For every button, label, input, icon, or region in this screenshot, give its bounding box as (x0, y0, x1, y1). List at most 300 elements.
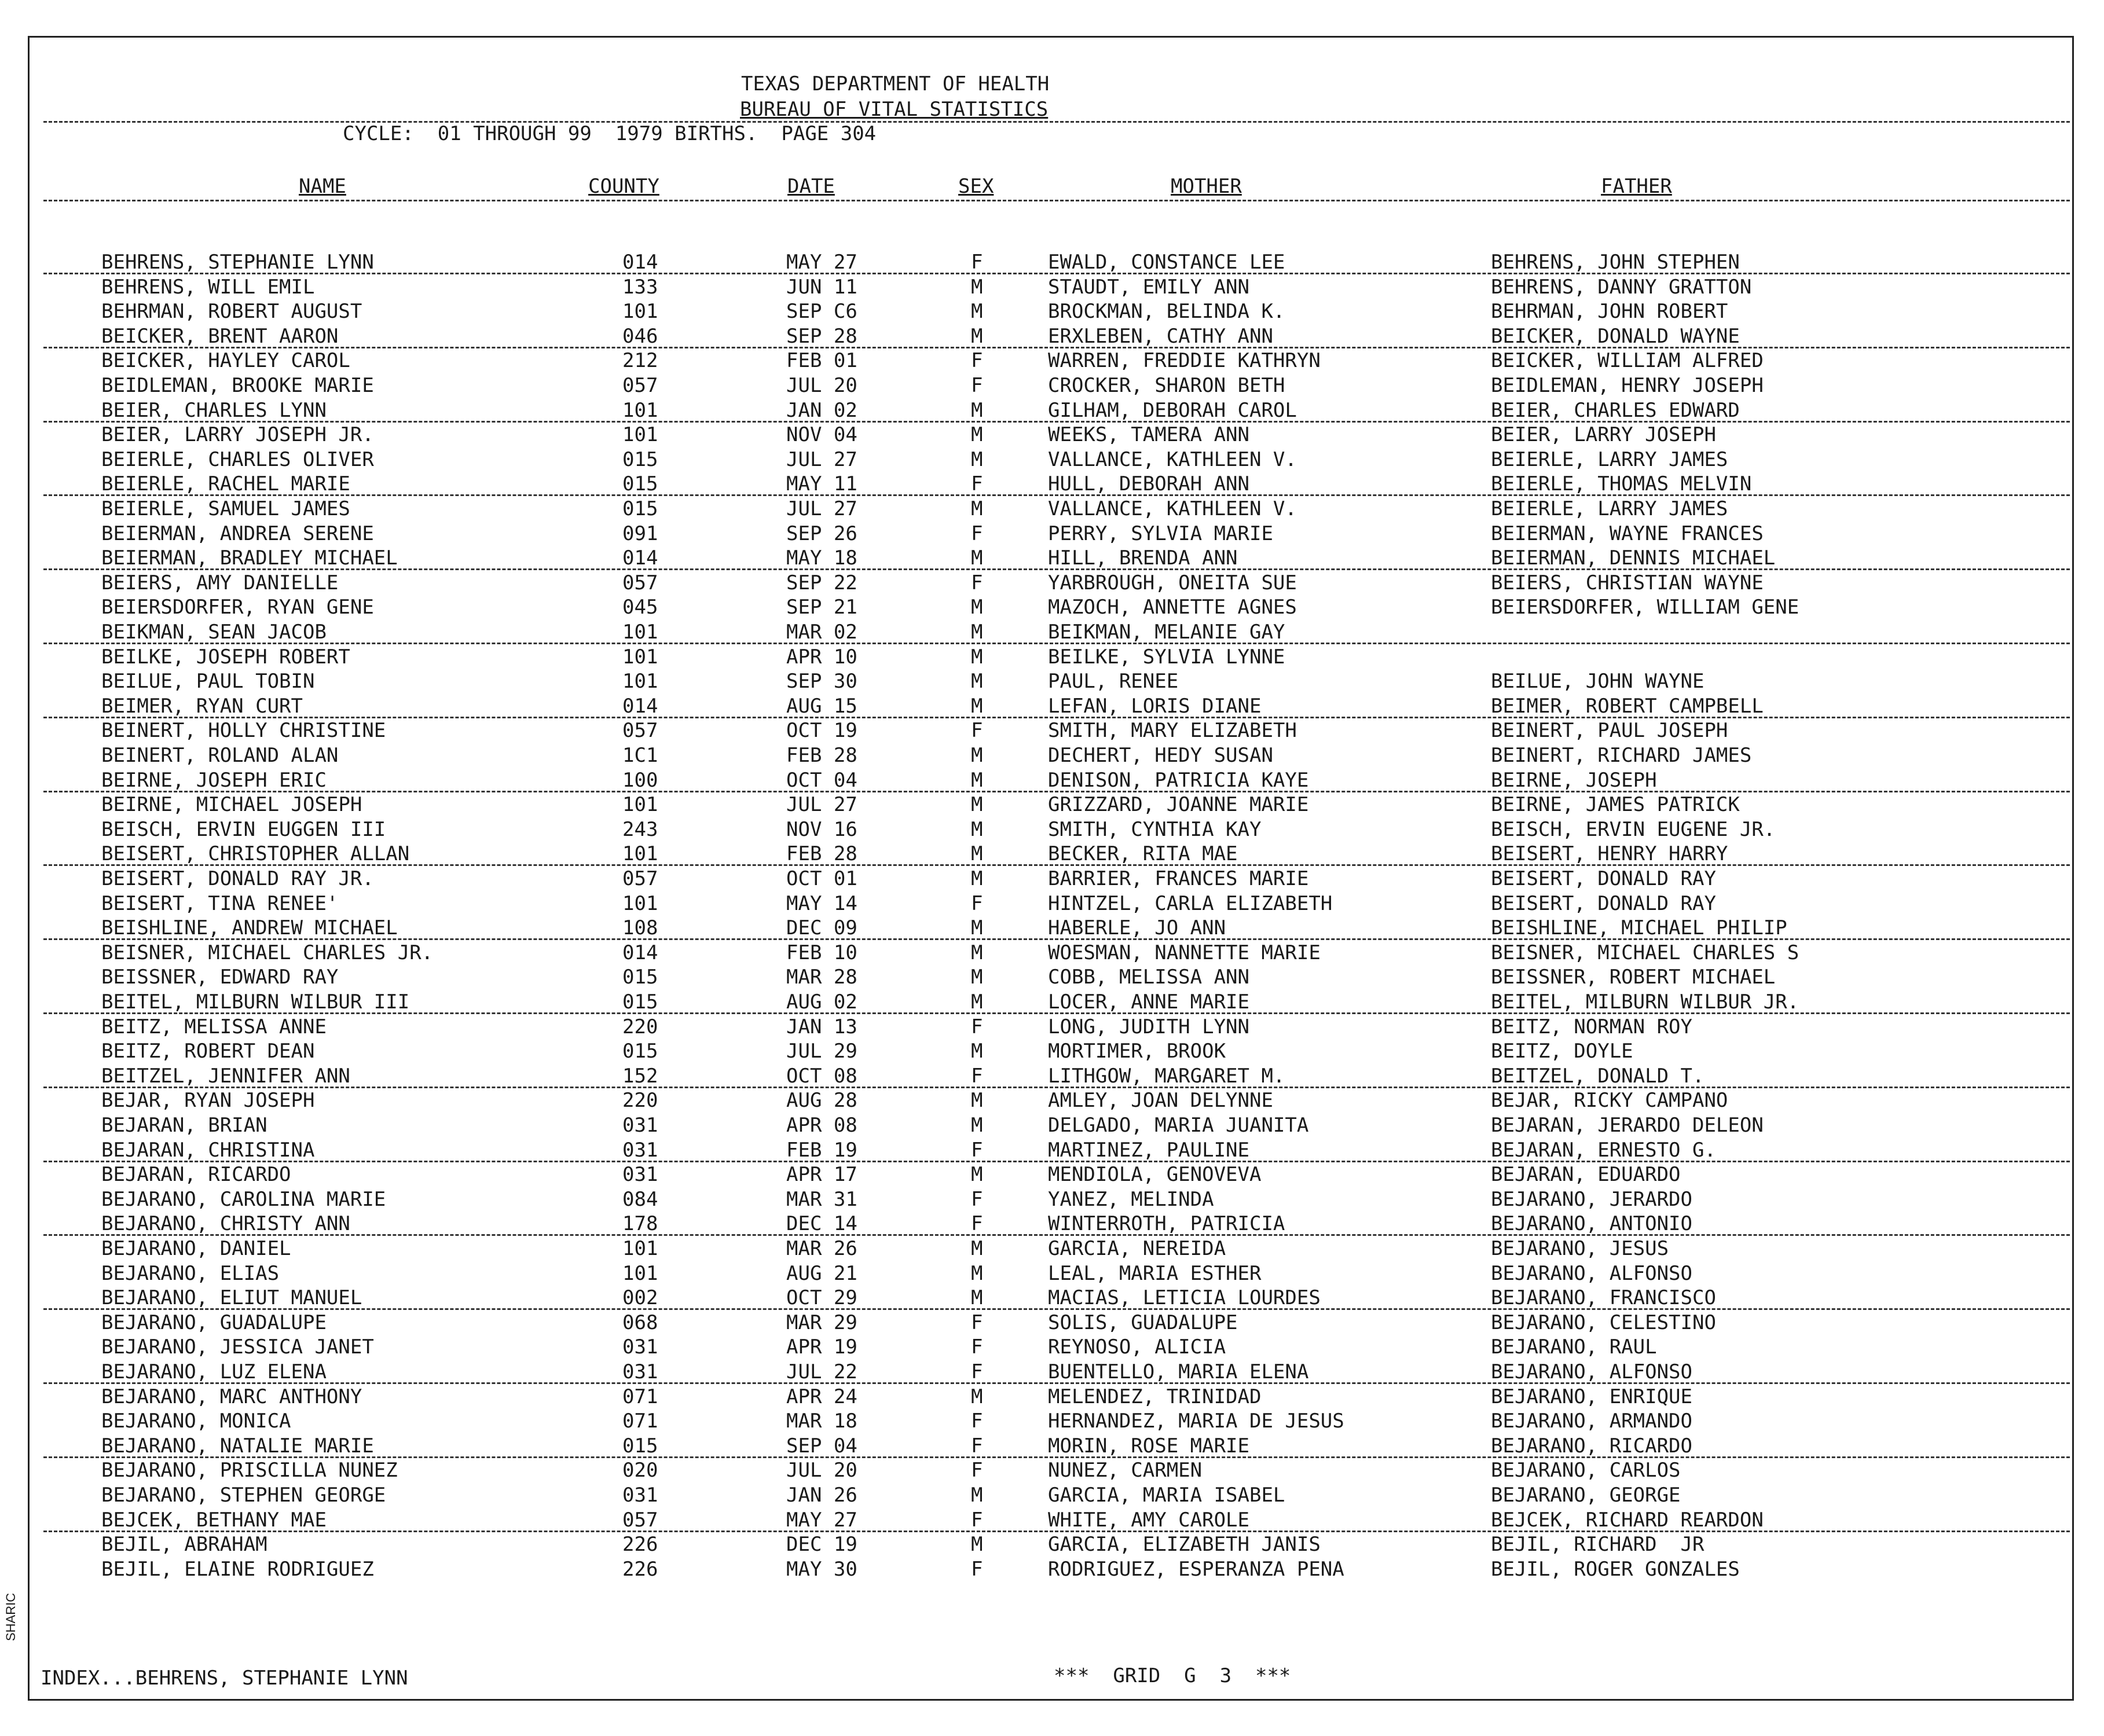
cell-date: MAR 02 (786, 621, 857, 644)
cell-father: BEHRENS, DANNY GRATTON (1491, 275, 1752, 299)
cell-sex: M (971, 768, 983, 792)
cell-county: 014 (622, 546, 658, 570)
cell-mother: YARBROUGH, ONEITA SUE (1048, 571, 1297, 594)
cell-date: MAY 18 (786, 546, 857, 570)
cell-county: 226 (622, 1557, 658, 1581)
cell-name: BEICKER, HAYLEY CAROL (101, 349, 350, 373)
cell-county: 101 (622, 645, 658, 669)
cell-date: MAR 26 (786, 1237, 857, 1260)
cell-county: 101 (622, 300, 658, 324)
cell-father: BEITEL, MILBURN WILBUR JR. (1491, 990, 1799, 1014)
cell-mother: BECKER, RITA MAE (1048, 842, 1238, 866)
cell-name: BEJARAN, CHRISTINA (101, 1138, 315, 1162)
cell-name: BEIERMAN, BRADLEY MICHAEL (101, 546, 398, 570)
cell-date: SEP 04 (786, 1434, 857, 1458)
cell-county: 243 (622, 817, 658, 841)
cell-sex: M (971, 398, 983, 422)
cell-name: BEISCH, ERVIN EUGGEN III (101, 817, 386, 841)
cell-date: SEP 30 (786, 670, 857, 693)
row-divider (43, 791, 2070, 792)
cell-sex: M (971, 941, 983, 964)
cell-name: BEIERLE, RACHEL MARIE (101, 472, 350, 496)
cell-sex: M (971, 1385, 983, 1408)
cell-mother: ERXLEBEN, CATHY ANN (1048, 324, 1273, 348)
cell-father: BEJARANO, CELESTINO (1491, 1311, 1716, 1334)
row-divider (43, 938, 2070, 940)
cell-father: BEITZEL, DONALD T. (1491, 1064, 1705, 1088)
cell-sex: F (971, 1410, 983, 1433)
cell-sex: F (971, 1360, 983, 1383)
cell-county: 101 (622, 1261, 658, 1285)
cell-mother: MORTIMER, BROOK (1048, 1040, 1226, 1063)
cell-name: BEJARANO, GUADALUPE (101, 1311, 327, 1334)
cell-date: DEC 19 (786, 1533, 857, 1557)
cell-father: BEJARANO, ENRIQUE (1491, 1385, 1692, 1408)
cell-father: BEIERS, CHRISTIAN WAYNE (1491, 571, 1764, 594)
cell-mother: MAZOCH, ANNETTE AGNES (1048, 596, 1297, 619)
cell-father: BEIER, CHARLES EDWARD (1491, 398, 1740, 422)
cell-name: BEJAR, RYAN JOSEPH (101, 1089, 315, 1113)
cell-county: 057 (622, 1508, 658, 1532)
cell-mother: MELENDEZ, TRINIDAD (1048, 1385, 1262, 1408)
cell-name: BEJARANO, STEPHEN GEORGE (101, 1484, 386, 1507)
cell-county: 015 (622, 990, 658, 1014)
row-divider (43, 1161, 2070, 1162)
cell-name: BEJARANO, CHRISTY ANN (101, 1212, 350, 1236)
cell-date: SEP 21 (786, 596, 857, 619)
cell-father: BEHRMAN, JOHN ROBERT (1491, 300, 1728, 324)
cell-mother: HINTZEL, CARLA ELIZABETH (1048, 891, 1333, 915)
cell-sex: M (971, 1163, 983, 1187)
cell-name: BEISSNER, EDWARD RAY (101, 966, 339, 989)
cell-date: FEB 19 (786, 1138, 857, 1162)
column-header-name: NAME (299, 175, 346, 198)
cell-sex: M (971, 966, 983, 989)
cell-mother: BUENTELLO, MARIA ELENA (1048, 1360, 1309, 1383)
cell-date: OCT 29 (786, 1286, 857, 1310)
column-header-date: DATE (787, 175, 835, 198)
cell-sex: M (971, 300, 983, 324)
cell-sex: F (971, 374, 983, 397)
cell-mother: SMITH, MARY ELIZABETH (1048, 719, 1297, 743)
cell-sex: F (971, 1459, 983, 1482)
cell-date: NOV 16 (786, 817, 857, 841)
row-divider (43, 1234, 2070, 1236)
cell-date: JUL 29 (786, 1040, 857, 1063)
cell-date: MAR 31 (786, 1187, 857, 1211)
cell-name: BEITZ, ROBERT DEAN (101, 1040, 315, 1063)
cell-father: BEISERT, DONALD RAY (1491, 867, 1716, 890)
row-divider (43, 494, 2070, 496)
cell-date: JUL 20 (786, 374, 857, 397)
cell-mother: CROCKER, SHARON BETH (1048, 374, 1285, 397)
cell-mother: HULL, DEBORAH ANN (1048, 472, 1249, 496)
cell-sex: M (971, 1114, 983, 1137)
cell-county: 057 (622, 719, 658, 743)
cell-father: BEINERT, PAUL JOSEPH (1491, 719, 1728, 743)
header-title: TEXAS DEPARTMENT OF HEALTH (741, 72, 1050, 96)
cell-sex: M (971, 744, 983, 767)
cell-county: 014 (622, 941, 658, 964)
cell-sex: F (971, 1557, 983, 1581)
cell-mother: AMLEY, JOAN DELYNNE (1048, 1089, 1273, 1113)
cell-sex: M (971, 842, 983, 866)
cell-father: BEILUE, JOHN WAYNE (1491, 670, 1705, 693)
cell-father: BEISHLINE, MICHAEL PHILIP (1491, 916, 1787, 940)
cell-name: BEIER, LARRY JOSEPH JR. (101, 423, 374, 447)
cell-date: DEC 14 (786, 1212, 857, 1236)
cell-mother: RODRIGUEZ, ESPERANZA PENA (1048, 1557, 1344, 1581)
cell-date: FEB 28 (786, 842, 857, 866)
cell-father: BEIER, LARRY JOSEPH (1491, 423, 1716, 447)
cell-father: BEJARAN, JERARDO DELEON (1491, 1114, 1764, 1137)
cell-mother: GARCIA, ELIZABETH JANIS (1048, 1533, 1321, 1557)
cell-date: OCT 01 (786, 867, 857, 890)
cell-mother: MACIAS, LETICIA LOURDES (1048, 1286, 1321, 1310)
cell-mother: LEAL, MARIA ESTHER (1048, 1261, 1262, 1285)
cell-name: BEIER, CHARLES LYNN (101, 398, 327, 422)
cell-father: BEJARANO, FRANCISCO (1491, 1286, 1716, 1310)
cell-father: BEJARANO, ALFONSO (1491, 1261, 1692, 1285)
cell-father: BEISERT, DONALD RAY (1491, 891, 1716, 915)
cell-name: BEINERT, HOLLY CHRISTINE (101, 719, 386, 743)
cell-date: JUL 22 (786, 1360, 857, 1383)
cell-sex: M (971, 645, 983, 669)
cell-county: 220 (622, 1089, 658, 1113)
cell-sex: M (971, 1237, 983, 1260)
cell-sex: M (971, 621, 983, 644)
cell-county: 015 (622, 966, 658, 989)
cell-name: BEITZ, MELISSA ANNE (101, 1015, 327, 1038)
cell-mother: SMITH, CYNTHIA KAY (1048, 817, 1262, 841)
cell-sex: M (971, 275, 983, 299)
cell-county: 071 (622, 1410, 658, 1433)
cell-mother: HILL, BRENDA ANN (1048, 546, 1238, 570)
row-divider (43, 1308, 2070, 1310)
row-divider (43, 1382, 2070, 1384)
cell-sex: M (971, 694, 983, 718)
cell-name: BEIERSDORFER, RYAN GENE (101, 596, 374, 619)
cell-mother: DECHERT, HEDY SUSAN (1048, 744, 1273, 767)
header-subtitle: BUREAU OF VITAL STATISTICS (740, 98, 1049, 121)
cell-name: BEHRENS, STEPHANIE LYNN (101, 251, 374, 274)
cell-father: BEIERLE, LARRY JAMES (1491, 447, 1728, 471)
cell-name: BEIKMAN, SEAN JACOB (101, 621, 327, 644)
cell-father: BEIERMAN, WAYNE FRANCES (1491, 522, 1764, 545)
cell-father: BEIERLE, LARRY JAMES (1491, 497, 1728, 520)
cell-name: BEJARANO, PRISCILLA NUNEZ (101, 1459, 398, 1482)
row-divider (43, 347, 2070, 348)
cell-county: 031 (622, 1163, 658, 1187)
column-header-mother: MOTHER (1171, 175, 1242, 198)
cell-sex: M (971, 596, 983, 619)
cell-father: BEIERMAN, DENNIS MICHAEL (1491, 546, 1776, 570)
cell-county: 108 (622, 916, 658, 940)
cell-father: BEIERLE, THOMAS MELVIN (1491, 472, 1752, 496)
cell-name: BEJARANO, CAROLINA MARIE (101, 1187, 386, 1211)
cell-father: BEIRNE, JOSEPH (1491, 768, 1657, 792)
cell-county: 101 (622, 670, 658, 693)
cell-name: BEJARANO, LUZ ELENA (101, 1360, 327, 1383)
column-header-father: FATHER (1601, 175, 1672, 198)
cell-father: BEJARANO, CARLOS (1491, 1459, 1681, 1482)
cell-date: FEB 28 (786, 744, 857, 767)
cell-county: 015 (622, 497, 658, 520)
cell-mother: MENDIOLA, GENOVEVA (1048, 1163, 1262, 1187)
cell-mother: NUNEZ, CARMEN (1048, 1459, 1203, 1482)
row-divider (43, 864, 2070, 866)
cell-name: BEJARANO, MARC ANTHONY (101, 1385, 362, 1408)
cell-father: BEICKER, DONALD WAYNE (1491, 324, 1740, 348)
cell-date: MAR 29 (786, 1311, 857, 1334)
cell-father: BEJARANO, JESUS (1491, 1237, 1669, 1260)
cell-mother: LONG, JUDITH LYNN (1048, 1015, 1249, 1038)
cell-county: 031 (622, 1114, 658, 1137)
cell-father: BEIMER, ROBERT CAMPBELL (1491, 694, 1764, 718)
cell-county: 014 (622, 694, 658, 718)
cell-sex: F (971, 891, 983, 915)
cell-mother: MARTINEZ, PAULINE (1048, 1138, 1249, 1162)
cell-name: BEJARANO, NATALIE MARIE (101, 1434, 374, 1458)
cell-sex: M (971, 670, 983, 693)
cell-father: BEHRENS, JOHN STEPHEN (1491, 251, 1740, 274)
cell-county: 057 (622, 867, 658, 890)
cell-county: 015 (622, 472, 658, 496)
cell-county: 152 (622, 1064, 658, 1088)
cell-name: BEJARANO, ELIAS (101, 1261, 280, 1285)
cell-name: BEJARANO, MONICA (101, 1410, 291, 1433)
cell-name: BEITZEL, JENNIFER ANN (101, 1064, 350, 1088)
grid-footer: *** GRID G 3 *** (1054, 1664, 1291, 1687)
cell-mother: DELGADO, MARIA JUANITA (1048, 1114, 1309, 1137)
cell-mother: VALLANCE, KATHLEEN V. (1048, 447, 1297, 471)
cell-name: BEJARANO, JESSICA JANET (101, 1335, 374, 1359)
cell-father: BEJARAN, ERNESTO G. (1491, 1138, 1716, 1162)
cell-father: BEJIL, RICHARD JR (1491, 1533, 1705, 1557)
row-divider (43, 1456, 2070, 1458)
cell-father: BEJARANO, RAUL (1491, 1335, 1657, 1359)
cell-county: 071 (622, 1385, 658, 1408)
cell-name: BEJARAN, RICARDO (101, 1163, 291, 1187)
cell-county: 015 (622, 447, 658, 471)
column-header-sex: SEX (958, 175, 994, 198)
cell-mother: BEILKE, SYLVIA LYNNE (1048, 645, 1285, 669)
cell-mother: BROCKMAN, BELINDA K. (1048, 300, 1285, 324)
cell-sex: M (971, 916, 983, 940)
cell-name: BEISERT, DONALD RAY JR. (101, 867, 374, 890)
cell-date: APR 17 (786, 1163, 857, 1187)
row-divider (43, 568, 2070, 570)
cell-mother: LEFAN, LORIS DIANE (1048, 694, 1262, 718)
cell-date: MAY 14 (786, 891, 857, 915)
cell-sex: M (971, 867, 983, 890)
row-divider (43, 421, 2070, 423)
cell-county: 212 (622, 349, 658, 373)
cell-date: APR 24 (786, 1385, 857, 1408)
cell-sex: M (971, 817, 983, 841)
cell-name: BEITEL, MILBURN WILBUR III (101, 990, 410, 1014)
cell-county: 101 (622, 398, 658, 422)
row-divider (43, 273, 2070, 274)
row-divider (43, 717, 2070, 718)
cell-father: BEITZ, DOYLE (1491, 1040, 1633, 1063)
cell-date: JUL 20 (786, 1459, 857, 1482)
cell-sex: M (971, 1261, 983, 1285)
row-divider (43, 1087, 2070, 1088)
cell-mother: GRIZZARD, JOANNE MARIE (1048, 793, 1309, 817)
cell-sex: M (971, 793, 983, 817)
cell-sex: F (971, 1335, 983, 1359)
cell-date: FEB 10 (786, 941, 857, 964)
cell-name: BEILKE, JOSEPH ROBERT (101, 645, 350, 669)
cell-father: BEJCEK, RICHARD REARDON (1491, 1508, 1764, 1532)
row-divider (43, 1012, 2070, 1014)
cell-name: BEIRNE, JOSEPH ERIC (101, 768, 327, 792)
cell-mother: WOESMAN, NANNETTE MARIE (1048, 941, 1321, 964)
cell-county: 101 (622, 621, 658, 644)
cell-father: BEISERT, HENRY HARRY (1491, 842, 1728, 866)
cell-father: BEJARANO, GEORGE (1491, 1484, 1681, 1507)
cell-date: OCT 04 (786, 768, 857, 792)
column-header-divider (43, 200, 2070, 201)
cell-county: 031 (622, 1484, 658, 1507)
cell-mother: LITHGOW, MARGARET M. (1048, 1064, 1285, 1088)
cell-date: MAR 28 (786, 966, 857, 989)
cell-father: BEICKER, WILLIAM ALFRED (1491, 349, 1764, 373)
cell-sex: F (971, 522, 983, 545)
cell-name: BEJARANO, ELIUT MANUEL (101, 1286, 362, 1310)
cell-county: 046 (622, 324, 658, 348)
cell-mother: GILHAM, DEBORAH CAROL (1048, 398, 1297, 422)
cell-sex: M (971, 324, 983, 348)
cell-name: BEIERLE, CHARLES OLIVER (101, 447, 374, 471)
cell-county: 031 (622, 1360, 658, 1383)
cell-name: BEHRMAN, ROBERT AUGUST (101, 300, 362, 324)
cell-sex: M (971, 447, 983, 471)
cell-mother: PERRY, SYLVIA MARIE (1048, 522, 1273, 545)
cell-name: BEJIL, ABRAHAM (101, 1533, 267, 1557)
cell-father: BEIRNE, JAMES PATRICK (1491, 793, 1740, 817)
cell-sex: M (971, 546, 983, 570)
cell-sex: F (971, 472, 983, 496)
row-divider (43, 1531, 2070, 1532)
cell-county: 002 (622, 1286, 658, 1310)
cell-mother: STAUDT, EMILY ANN (1048, 275, 1249, 299)
cell-county: 014 (622, 251, 658, 274)
cell-county: 220 (622, 1015, 658, 1038)
side-label: SHARIC (3, 1592, 18, 1641)
cell-date: DEC 09 (786, 916, 857, 940)
cell-date: SEP 22 (786, 571, 857, 594)
cell-mother: WHITE, AMY CAROLE (1048, 1508, 1249, 1532)
cell-county: 1C1 (622, 744, 658, 767)
cell-county: 178 (622, 1212, 658, 1236)
cell-name: BEIERMAN, ANDREA SERENE (101, 522, 374, 545)
cell-date: MAY 27 (786, 1508, 857, 1532)
cell-county: 057 (622, 571, 658, 594)
row-divider (43, 643, 2070, 644)
cell-county: 100 (622, 768, 658, 792)
cell-date: MAY 30 (786, 1557, 857, 1581)
cell-date: JAN 13 (786, 1015, 857, 1038)
cell-name: BEISHLINE, ANDREW MICHAEL (101, 916, 398, 940)
cell-sex: F (971, 1508, 983, 1532)
cell-father: BEISSNER, ROBERT MICHAEL (1491, 966, 1776, 989)
cell-date: OCT 19 (786, 719, 857, 743)
cell-date: AUG 21 (786, 1261, 857, 1285)
cell-father: BEJAR, RICKY CAMPANO (1491, 1089, 1728, 1113)
cell-sex: M (971, 1089, 983, 1113)
cell-sex: M (971, 990, 983, 1014)
cell-county: 101 (622, 842, 658, 866)
cell-sex: M (971, 423, 983, 447)
cell-mother: GARCIA, MARIA ISABEL (1048, 1484, 1285, 1507)
cell-county: 015 (622, 1040, 658, 1063)
cell-county: 101 (622, 423, 658, 447)
cell-date: MAY 11 (786, 472, 857, 496)
cell-date: JUL 27 (786, 497, 857, 520)
cell-county: 015 (622, 1434, 658, 1458)
cell-mother: COBB, MELISSA ANN (1048, 966, 1249, 989)
cell-mother: BARRIER, FRANCES MARIE (1048, 867, 1309, 890)
column-header-county: COUNTY (588, 175, 659, 198)
cell-date: OCT 08 (786, 1064, 857, 1088)
cell-date: FEB 01 (786, 349, 857, 373)
cell-sex: F (971, 1212, 983, 1236)
cell-mother: GARCIA, NEREIDA (1048, 1237, 1226, 1260)
cell-date: SEP 26 (786, 522, 857, 545)
cell-date: AUG 15 (786, 694, 857, 718)
cell-father: BEITZ, NORMAN ROY (1491, 1015, 1692, 1038)
cell-name: BEISERT, TINA RENEE' (101, 891, 339, 915)
cell-sex: F (971, 1015, 983, 1038)
cell-father: BEISNER, MICHAEL CHARLES S (1491, 941, 1799, 964)
cell-sex: F (971, 1187, 983, 1211)
cell-sex: M (971, 1286, 983, 1310)
cell-mother: MORIN, ROSE MARIE (1048, 1434, 1249, 1458)
cell-date: JAN 02 (786, 398, 857, 422)
cell-county: 031 (622, 1138, 658, 1162)
cell-father: BEJARAN, EDUARDO (1491, 1163, 1681, 1187)
cell-name: BEINERT, ROLAND ALAN (101, 744, 339, 767)
cell-mother: BEIKMAN, MELANIE GAY (1048, 621, 1285, 644)
cell-mother: WARREN, FREDDIE KATHRYN (1048, 349, 1321, 373)
cell-name: BEJARANO, DANIEL (101, 1237, 291, 1260)
cell-mother: HABERLE, JO ANN (1048, 916, 1226, 940)
cell-mother: LOCER, ANNE MARIE (1048, 990, 1249, 1014)
cell-name: BEIERS, AMY DANIELLE (101, 571, 339, 594)
cell-father: BEIDLEMAN, HENRY JOSEPH (1491, 374, 1764, 397)
cell-sex: F (971, 1064, 983, 1088)
cell-county: 057 (622, 374, 658, 397)
cell-county: 045 (622, 596, 658, 619)
cell-mother: WINTERROTH, PATRICIA (1048, 1212, 1285, 1236)
cell-county: 226 (622, 1533, 658, 1557)
cell-date: MAY 27 (786, 251, 857, 274)
cell-mother: WEEKS, TAMERA ANN (1048, 423, 1249, 447)
cell-county: 091 (622, 522, 658, 545)
cell-father: BEJARANO, RICARDO (1491, 1434, 1692, 1458)
cell-date: APR 08 (786, 1114, 857, 1137)
cell-date: JUL 27 (786, 793, 857, 817)
cell-county: 101 (622, 1237, 658, 1260)
cell-date: APR 10 (786, 645, 857, 669)
cell-father: BEINERT, RICHARD JAMES (1491, 744, 1752, 767)
cell-sex: F (971, 1138, 983, 1162)
cell-sex: F (971, 251, 983, 274)
cell-mother: SOLIS, GUADALUPE (1048, 1311, 1238, 1334)
cell-father: BEJARANO, ALFONSO (1491, 1360, 1692, 1383)
